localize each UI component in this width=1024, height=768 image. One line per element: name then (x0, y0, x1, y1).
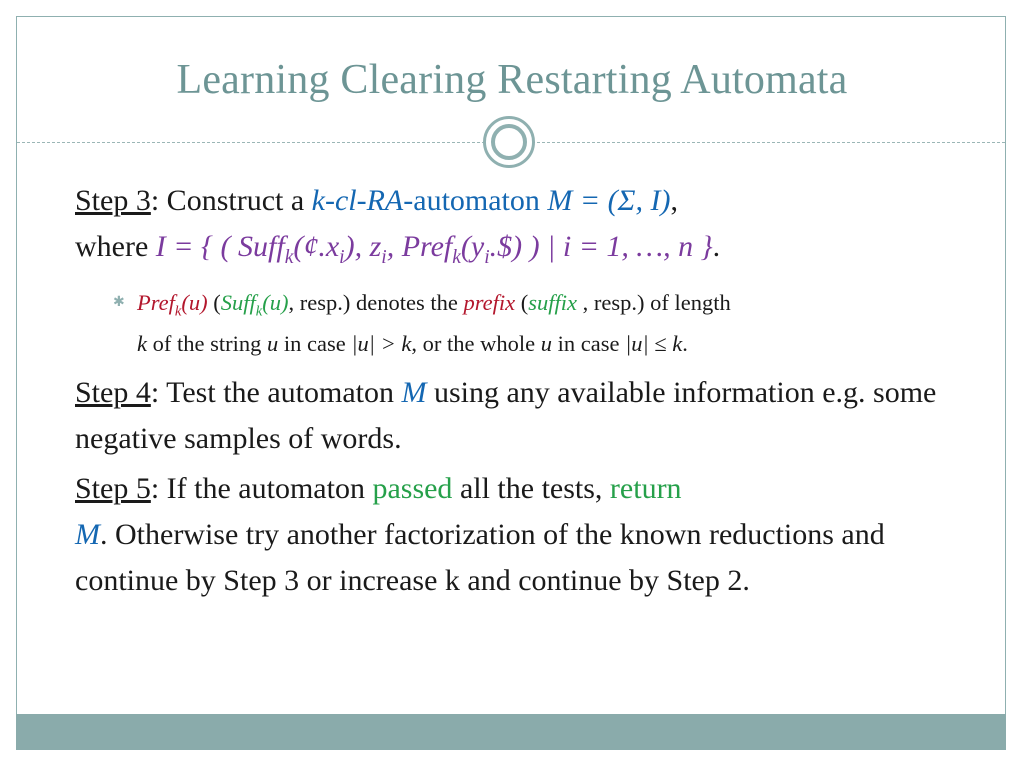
k-var: k (137, 330, 147, 356)
length-condition-gt: |u| > k (351, 330, 412, 356)
u-var: u (266, 330, 279, 356)
u-var-2: u (540, 330, 552, 356)
k-cl-ra-term: k-cl-RA (311, 184, 404, 217)
step3-label: Step 3 (75, 184, 151, 217)
length-condition-le: |u| ≤ k (625, 330, 683, 356)
step5-paragraph: Step 5: If the automaton passed all the tests, return M. Otherwise try another factorization of the known reductions and continue by Step 3 or increase k and continue by Step 2. (75, 471, 885, 597)
suff-term: Suff$_k$(u) (220, 290, 289, 320)
prefix-word: prefix (463, 290, 516, 315)
ring-ornament-icon (483, 116, 535, 168)
step5-label: Step 5 (75, 471, 151, 505)
slide-title: Learning Clearing Restarting Automata (176, 57, 848, 103)
step4-label: Step 4 (75, 375, 151, 409)
return-word: return (609, 471, 682, 505)
passed-word: passed (372, 471, 453, 505)
step3-period: . (712, 230, 721, 263)
automaton-m: M (401, 375, 427, 409)
automaton-m-2: M (75, 517, 100, 551)
step3-comma: , (670, 184, 678, 217)
footer-bar (16, 714, 1006, 750)
where-word: where (75, 230, 156, 263)
suffix-word: suffix (528, 290, 577, 315)
definition-bullet: ✱ Pref$_k$(u) (Suff$_k$(u), resp.) denotes the prefix (suffix , resp.) of length k of the string u in case |u| > k, or the whole u in case |u| ≤ k. (137, 287, 975, 360)
bullet-star-icon: ✱ (113, 295, 125, 310)
step3-paragraph (75, 178, 975, 281)
step4-paragraph: Step 4: Test the automaton M using any available information e.g. some negative samples of words. (75, 375, 937, 455)
automaton-definition: M = (Σ, I) (547, 184, 671, 217)
instruction-set: I = { ( $Suff_k(¢.x_i)$, $z_i$, $Pref_k(y_i.\$)$ ) | i = 1, …, n } (155, 230, 713, 268)
automaton-word: -automaton (403, 184, 540, 217)
pref-term: Pref$_k$(u) (137, 290, 208, 320)
step3-text: : Construct a (150, 184, 312, 217)
slide-body (75, 178, 975, 604)
